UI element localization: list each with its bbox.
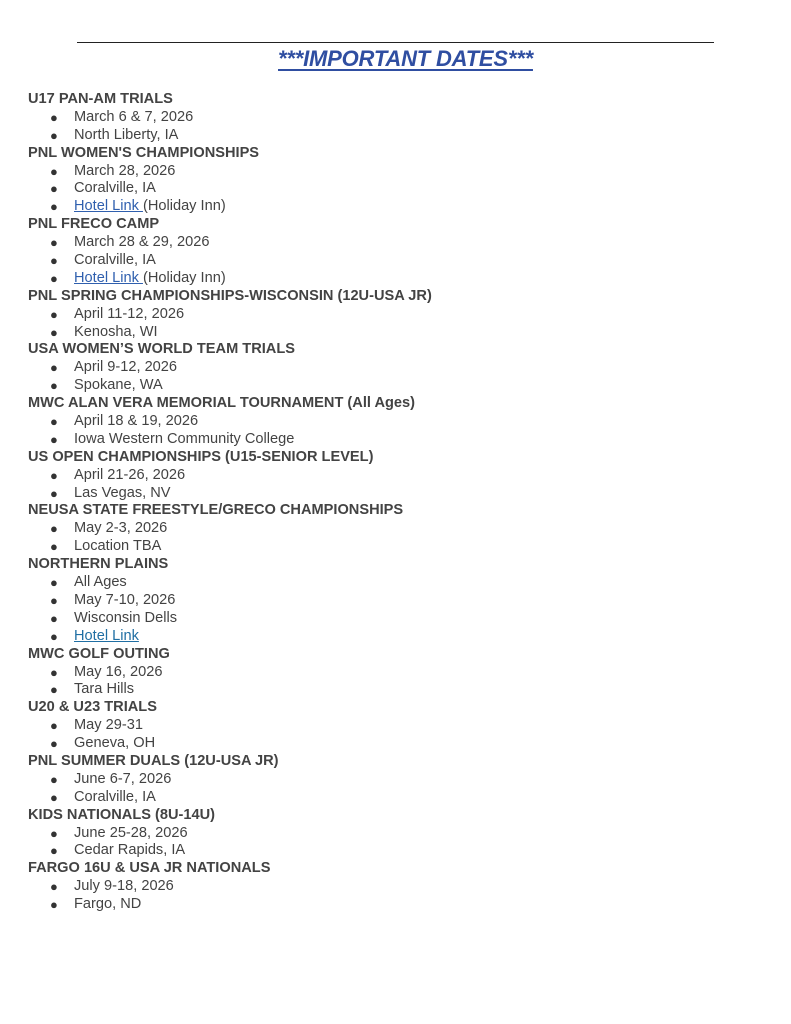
event-section — [28, 807, 768, 861]
event-detail-item — [28, 842, 768, 860]
event-detail-item — [28, 467, 768, 485]
bullet-icon: ● — [50, 306, 58, 322]
event-detail-text: Coralville, IA — [74, 180, 156, 197]
event-detail-item — [28, 628, 768, 646]
hotel-name: (Holiday Inn) — [142, 198, 226, 215]
event-detail-text: April 9-12, 2026 — [74, 359, 178, 376]
events-list — [28, 91, 768, 914]
bullet-icon: ● — [50, 324, 58, 340]
bullet-icon: ● — [50, 360, 58, 376]
bullet-icon: ● — [50, 253, 58, 269]
bullet-icon: ● — [50, 235, 58, 251]
event-detail-item — [28, 127, 768, 145]
bullet-icon: ● — [50, 127, 58, 143]
event-detail-text: Coralville, IA — [74, 788, 156, 805]
event-section — [28, 341, 768, 395]
event-detail-list — [28, 664, 768, 700]
bullet-icon: ● — [50, 592, 58, 608]
event-detail-text: March 28, 2026 — [74, 162, 176, 179]
bullet-icon: ● — [50, 825, 58, 841]
hotel-link[interactable]: Hotel Link — [74, 627, 139, 644]
event-detail-text: March 6 & 7, 2026 — [74, 108, 194, 125]
page-title: ***IMPORTANT DATES*** — [278, 46, 533, 71]
event-detail-text: May 7-10, 2026 — [74, 591, 176, 608]
bullet-icon: ● — [50, 539, 58, 555]
event-detail-text: Wisconsin Dells — [74, 609, 177, 626]
event-detail-item — [28, 359, 768, 377]
event-detail-list — [28, 467, 768, 503]
event-detail-item — [28, 180, 768, 198]
bullet-icon: ● — [50, 467, 58, 483]
bullet-icon: ● — [50, 414, 58, 430]
event-section — [28, 860, 768, 914]
event-detail-text: North Liberty, IA — [74, 126, 179, 143]
bullet-icon: ● — [50, 270, 58, 286]
event-detail-item — [28, 413, 768, 431]
bullet-icon: ● — [50, 843, 58, 859]
event-detail-item — [28, 610, 768, 628]
event-detail-list — [28, 825, 768, 861]
event-heading: PNL SPRING CHAMPIONSHIPS-WISCONSIN (12U-USA JR) — [28, 287, 432, 304]
event-detail-text: March 28 & 29, 2026 — [74, 234, 210, 251]
event-heading: PNL FRECO CAMP — [28, 216, 160, 233]
event-section — [28, 699, 768, 753]
event-detail-list — [28, 234, 768, 288]
event-heading: PNL WOMEN'S CHAMPIONSHIPS — [28, 144, 260, 161]
bullet-icon: ● — [50, 521, 58, 537]
event-heading: MWC GOLF OUTING — [28, 645, 170, 662]
event-section — [28, 145, 768, 217]
event-section — [28, 502, 768, 556]
event-detail-text: April 11-12, 2026 — [74, 305, 185, 322]
bullet-icon: ● — [50, 736, 58, 752]
event-detail-item — [28, 377, 768, 395]
event-detail-list — [28, 306, 768, 342]
event-detail-item — [28, 234, 768, 252]
event-section — [28, 288, 768, 342]
event-detail-item — [28, 520, 768, 538]
event-section — [28, 646, 768, 700]
event-section — [28, 395, 768, 449]
event-detail-text: Geneva, OH — [74, 735, 156, 752]
event-detail-list — [28, 878, 768, 914]
bullet-icon: ● — [50, 575, 58, 591]
event-heading: U17 PAN-AM TRIALS — [28, 91, 173, 107]
event-detail-item — [28, 324, 768, 342]
bullet-icon: ● — [50, 897, 58, 913]
event-detail-text: Spokane, WA — [74, 377, 163, 394]
bullet-icon: ● — [50, 789, 58, 805]
event-detail-item — [28, 431, 768, 449]
event-detail-item — [28, 538, 768, 556]
event-section — [28, 91, 768, 145]
event-detail-item — [28, 789, 768, 807]
event-detail-item — [28, 896, 768, 914]
event-detail-text: April 18 & 19, 2026 — [74, 413, 199, 430]
event-heading: US OPEN CHAMPIONSHIPS (U15-SENIOR LEVEL) — [28, 448, 374, 465]
event-heading: U20 & U23 TRIALS — [28, 699, 157, 716]
event-detail-item — [28, 485, 768, 503]
bullet-icon: ● — [50, 181, 58, 197]
event-detail-item — [28, 163, 768, 181]
event-detail-item — [28, 270, 768, 288]
event-detail-text: June 25-28, 2026 — [74, 824, 188, 841]
event-detail-text: Coralville, IA — [74, 252, 156, 269]
hotel-link[interactable]: Hotel Link — [74, 269, 143, 286]
event-detail-text: June 6-7, 2026 — [74, 770, 172, 787]
event-section — [28, 753, 768, 807]
bullet-icon: ● — [50, 771, 58, 787]
event-detail-item — [28, 109, 768, 127]
event-detail-text: Location TBA — [74, 538, 162, 555]
bullet-icon: ● — [50, 199, 58, 215]
hotel-name: (Holiday Inn) — [142, 269, 226, 286]
event-detail-list — [28, 574, 768, 646]
event-heading: PNL SUMMER DUALS (12U-USA JR) — [28, 752, 279, 769]
event-detail-list — [28, 717, 768, 753]
event-detail-item — [28, 252, 768, 270]
event-detail-item — [28, 664, 768, 682]
event-detail-text: Las Vegas, NV — [74, 484, 171, 501]
event-detail-text: Kenosha, WI — [74, 323, 158, 340]
event-detail-item — [28, 198, 768, 216]
bullet-icon: ● — [50, 378, 58, 394]
event-heading: USA WOMEN’S WORLD TEAM TRIALS — [28, 341, 295, 358]
bullet-icon: ● — [50, 109, 58, 125]
bullet-icon: ● — [50, 163, 58, 179]
event-heading: FARGO 16U & USA JR NATIONALS — [28, 860, 271, 877]
event-heading: MWC ALAN VERA MEMORIAL TOURNAMENT (All Ages) — [28, 395, 415, 412]
bullet-icon: ● — [50, 682, 58, 698]
bullet-icon: ● — [50, 431, 58, 447]
bullet-icon: ● — [50, 718, 58, 734]
event-detail-text: Fargo, ND — [74, 896, 142, 913]
event-detail-item — [28, 574, 768, 592]
event-detail-item — [28, 592, 768, 610]
event-section — [28, 556, 768, 645]
event-detail-list — [28, 163, 768, 217]
event-detail-list — [28, 520, 768, 556]
event-detail-text: May 2-3, 2026 — [74, 520, 168, 537]
event-detail-text: April 21-26, 2026 — [74, 466, 186, 483]
event-detail-item — [28, 771, 768, 789]
event-detail-text: May 16, 2026 — [74, 663, 163, 680]
event-section — [28, 216, 768, 288]
event-detail-list — [28, 413, 768, 449]
bullet-icon: ● — [50, 610, 58, 626]
event-heading: KIDS NATIONALS (8U-14U) — [28, 806, 216, 823]
event-heading: NEUSA STATE FREESTYLE/GRECO CHAMPIONSHIPS — [28, 502, 404, 519]
event-detail-item — [28, 306, 768, 324]
event-detail-text: May 29-31 — [74, 717, 143, 734]
event-detail-item — [28, 681, 768, 699]
top-horizontal-rule — [77, 42, 714, 43]
hotel-link[interactable]: Hotel Link — [74, 198, 143, 215]
event-detail-text: All Ages — [74, 574, 127, 591]
event-section — [28, 449, 768, 503]
event-detail-text: Cedar Rapids, IA — [74, 842, 186, 859]
event-detail-text: Tara Hills — [74, 681, 135, 698]
event-detail-item — [28, 735, 768, 753]
event-detail-item — [28, 878, 768, 896]
bullet-icon: ● — [50, 485, 58, 501]
bullet-icon: ● — [50, 664, 58, 680]
bullet-icon: ● — [50, 879, 58, 895]
event-detail-list — [28, 771, 768, 807]
event-detail-text: July 9-18, 2026 — [74, 878, 174, 895]
event-detail-list — [28, 359, 768, 395]
event-detail-list — [28, 109, 768, 145]
bullet-icon: ● — [50, 628, 58, 644]
event-detail-text: Iowa Western Community College — [74, 430, 295, 447]
event-detail-item — [28, 717, 768, 735]
event-detail-item — [28, 825, 768, 843]
event-heading: NORTHERN PLAINS — [28, 556, 169, 573]
